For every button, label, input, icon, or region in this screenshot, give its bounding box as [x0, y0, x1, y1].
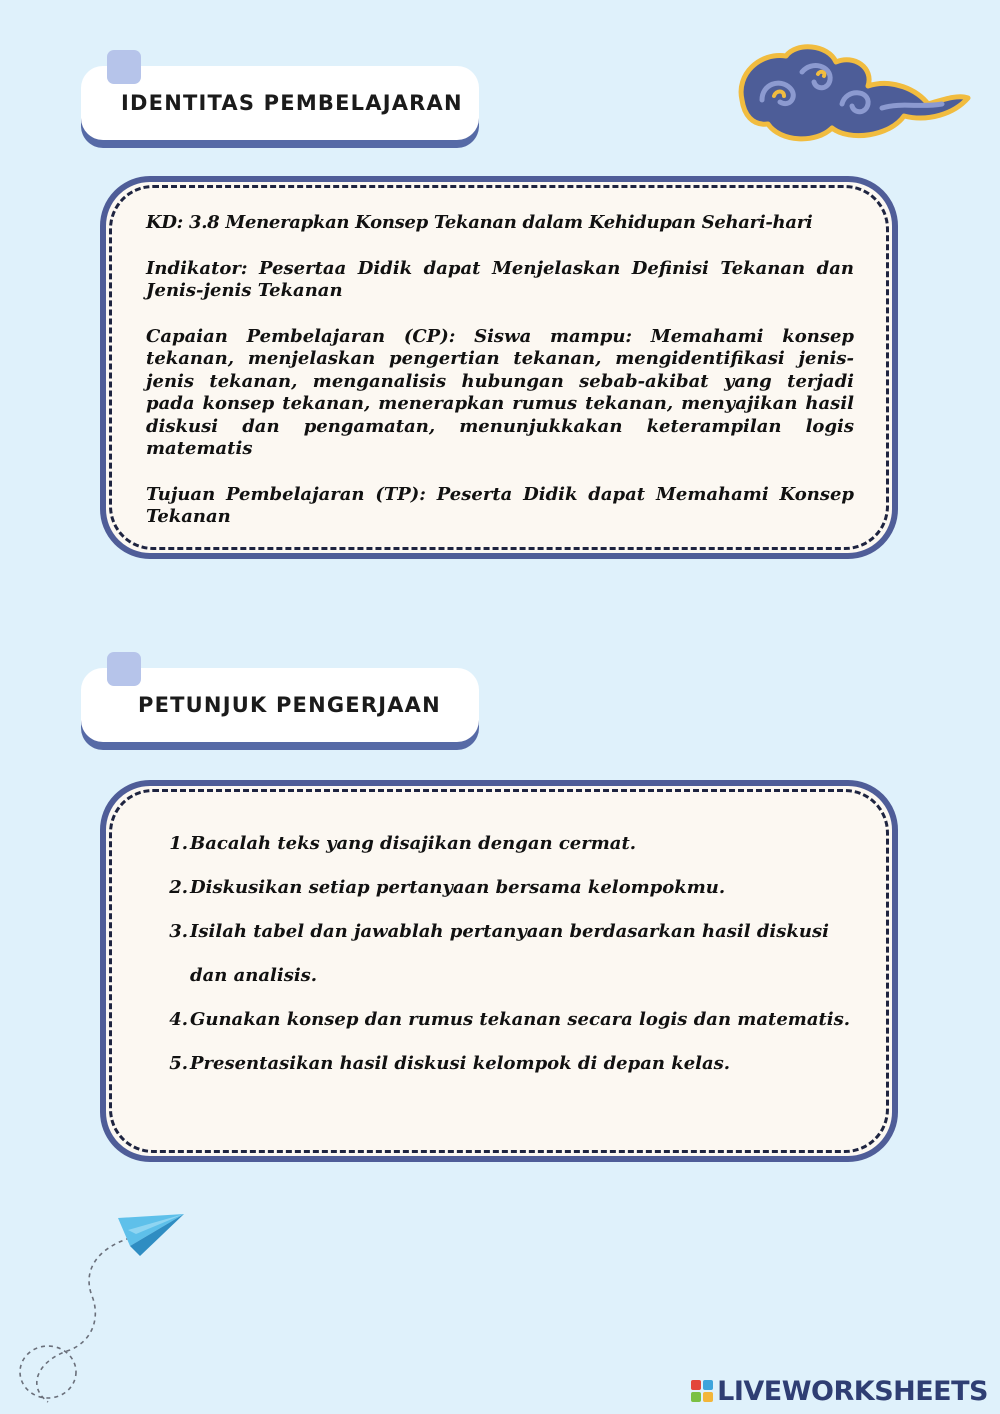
indikator-text: Indikator: Pesertaa Didik dapat Menjelaskan Definisi Tekanan dan Jenis-jenis Tekanan: [146, 257, 854, 301]
step-text: Presentasikan hasil diskusi kelompok di depan kelas.: [190, 1053, 731, 1074]
step-number: 3.: [169, 921, 188, 942]
capaian-text: Capaian Pembelajaran (CP): Siswa mampu: Memahami konsep tekanan, menjelaskan pengertian tekanan, mengidentifikasi jenis-jenis tekanan, menganalisis hubungan sebab-akibat yang terjadi pada konsep tekanan, menerapkan rumus tekanan, menyajikan hasil diskusi dan pengamatan, menunjukkakan keterampilan logis matematis: [146, 325, 854, 459]
petunjuk-card: [100, 780, 898, 1162]
logo-cube: [703, 1392, 713, 1402]
identitas-card: [100, 176, 898, 559]
step-number: 1.: [169, 833, 188, 854]
brand-name: LIVEWORKSHEETS: [717, 1375, 988, 1407]
list-item: [160, 822, 854, 866]
step-text: Diskusikan setiap pertanyaan bersama kelompokmu.: [190, 877, 726, 898]
heading-square-icon: [107, 652, 141, 686]
step-number: 5.: [169, 1053, 188, 1074]
tujuan-text: Tujuan Pembelajaran (TP): Peserta Didik dapat Memahami Konsep Tekanan: [146, 483, 854, 527]
section-heading-petunjuk: [81, 668, 479, 742]
list-item: [160, 866, 854, 910]
kd-text: KD: 3.8 Menerapkan Konsep Tekanan dalam Kehidupan Sehari-hari: [146, 212, 813, 233]
section-heading-identitas: [81, 66, 479, 140]
instruction-list: [160, 822, 854, 1086]
logo-cube: [691, 1380, 701, 1390]
step-number: 2.: [169, 877, 188, 898]
liveworksheets-logo: [691, 1376, 988, 1406]
step-text: Bacalah teks yang disajikan dengan cermat.: [190, 833, 637, 854]
list-item: [160, 1042, 854, 1086]
step-text: Isilah tabel dan jawablah pertanyaan berdasarkan hasil diskusi dan analisis.: [190, 921, 829, 986]
heading-title: IDENTITAS PEMBELAJARAN: [121, 91, 463, 115]
step-number: 4.: [169, 1009, 188, 1030]
logo-cube: [703, 1380, 713, 1390]
list-item: [160, 998, 854, 1042]
logo-cube: [691, 1392, 701, 1402]
list-item: [160, 910, 854, 998]
logo-cubes-icon: [691, 1380, 713, 1402]
cloud-swirl-icon: [732, 38, 974, 150]
step-text: Gunakan konsep dan rumus tekanan secara logis dan matematis.: [190, 1009, 851, 1030]
paper-plane-icon: [8, 1200, 198, 1410]
heading-title: PETUNJUK PENGERJAAN: [138, 693, 441, 717]
